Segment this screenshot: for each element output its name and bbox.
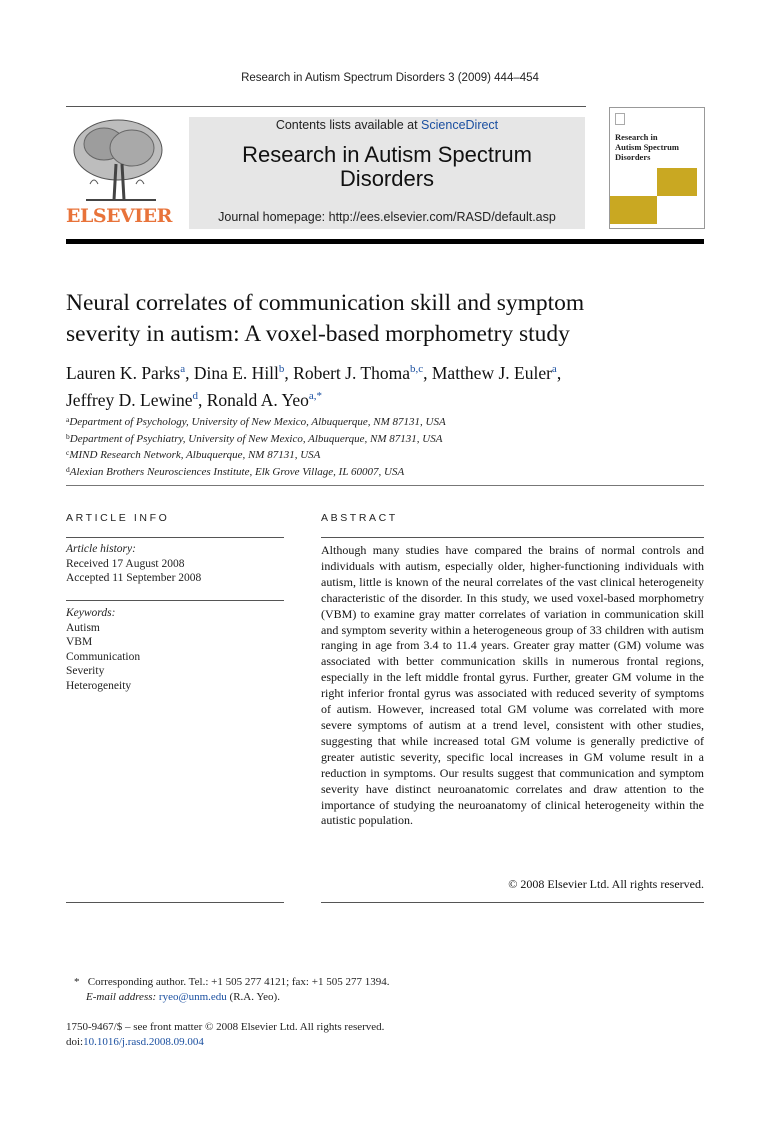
journal-homepage[interactable]: Journal homepage: http://ees.elsevier.com/RASD/default.asp: [218, 210, 556, 224]
author-separator: ,: [556, 363, 562, 383]
doi-link[interactable]: 10.1016/j.rasd.2008.09.004: [83, 1036, 204, 1048]
affiliation-item: [66, 446, 706, 463]
section-divider: [66, 485, 704, 486]
author-name: Lauren K. Parks: [66, 363, 181, 383]
doi-prefix: doi:: [66, 1036, 84, 1048]
corresponding-footnote: [74, 975, 704, 1005]
footnote-star: *: [74, 976, 80, 988]
author-name: Ronald A. Yeo: [206, 390, 309, 410]
keyword-item: Heterogeneity: [66, 679, 132, 692]
header-thick-rule: [66, 239, 704, 244]
author-separator: ,: [284, 363, 294, 383]
abstract-copyright: © 2008 Elsevier Ltd. All rights reserved.: [508, 877, 704, 891]
email-label: E-mail address:: [86, 991, 157, 1003]
keyword-item: Communication: [66, 650, 141, 663]
author-separator: ,: [423, 363, 432, 383]
journal-cover: [609, 107, 705, 229]
accepted-date: Accepted 11 September 2008: [66, 572, 202, 584]
corresponding-text: Corresponding author. Tel.: +1 505 277 4121; fax: +1 505 277 1394.: [87, 976, 390, 988]
abstract-text: Although many studies have compared the brains of normal controls and individuals with autism, especially older, higher-functioning individuals with autism, little is known of the neural correlates of the vast clinical heterogeneity characteristic of the disorder. In this study, we used voxel-based morphometry (VBM) to examine gray matter correlates of variation in communication skill and symptom severity within a heterogeneous group of 33 children with autism ranging in age from 3.4 to 11.4 years. Greater gray matter (GM) volume was associated with better communication skills in numerous frontal regions, especially in the left middle frontal gyrus. Further, greater GM volume in the right inferior frontal gyrus was associated with reduced severity of symptoms of autism. However, increased total GM volume was correlated with more severe symptoms of autism at a trend level, consistent with other studies, suggesting that while increased total GM volume is generally predictive of greater autistic severity, specific local increases in GM volume result in a reduction in symptoms. Our results suggest that communication and symptom severity have distinct neuroanatomic correlates and draw attention to the importance of studying the neuroanatomy of clinical heterogeneity within the autistic population.: [321, 543, 704, 828]
author-separator: ,: [198, 390, 207, 410]
article-info-rule: [66, 537, 284, 538]
email-line: [74, 990, 704, 1005]
front-matter: [66, 1020, 706, 1050]
email-suffix: (R.A. Yeo).: [229, 991, 280, 1003]
author-name: Matthew J. Euler: [431, 363, 552, 383]
author-name: Robert J. Thoma: [293, 363, 410, 383]
affiliation-text: Department of Psychology, University of New Mexico, Albuquerque, NM 87131, USA: [69, 416, 446, 428]
cover-title-line2: Autism Spectrum: [615, 142, 679, 152]
elsevier-wordmark: ELSEVIER: [66, 205, 172, 227]
issn-line: 1750-9467/$ – see front matter © 2008 Elsevier Ltd. All rights reserved.: [66, 1021, 385, 1033]
journal-title-line1: Research in Autism Spectrum: [242, 142, 532, 167]
author-name: Dina E. Hill: [193, 363, 279, 383]
keywords-label: Keywords:: [66, 607, 116, 619]
affiliation-item: [66, 430, 706, 447]
affiliation-marker: d: [66, 464, 70, 474]
keyword-item: VBM: [66, 636, 93, 648]
keyword-item: Severity: [66, 665, 105, 677]
affiliation-text: Alexian Brothers Neurosciences Institute, Elk Grove Village, IL 60007, USA: [69, 465, 405, 478]
cover-title: [615, 132, 679, 162]
header-rule: [66, 106, 586, 107]
author-line-2: [66, 385, 706, 412]
affiliation-item: [66, 463, 706, 480]
author-affil-link[interactable]: d: [192, 390, 198, 402]
article-info-heading: ARTICLE INFO: [66, 512, 170, 524]
affiliation-item: [66, 413, 706, 430]
cover-block-1: [657, 168, 697, 196]
author-name: Jeffrey D. Lewine: [66, 390, 193, 410]
affiliation-text: MIND Research Network, Albuquerque, NM 87131, USA: [69, 449, 321, 462]
doi-line: [66, 1035, 706, 1050]
cover-title-line1: Research in: [615, 132, 658, 142]
author-affil-link[interactable]: a: [551, 363, 557, 375]
affiliation-marker: c: [66, 448, 70, 458]
keyword-item: Autism: [66, 621, 100, 634]
article-history: [66, 542, 284, 586]
journal-citation: Research in Autism Spectrum Disorders 3 (2009) 444–454: [241, 72, 539, 84]
affiliation-marker: b: [66, 431, 70, 441]
keywords-block: [66, 606, 284, 693]
corresponding-line: [74, 975, 704, 990]
cover-logo-icon: [615, 113, 625, 125]
affiliation-marker: a: [66, 415, 70, 424]
cover-title-line3: Disorders: [615, 152, 651, 162]
contents-prefix: Contents lists available at: [275, 118, 418, 132]
affiliation-list: [66, 413, 706, 479]
article-title-line1: Neural correlates of communication skill and symptom: [66, 290, 585, 316]
journal-title-line2: Disorders: [339, 166, 435, 191]
abstract-heading: ABSTRACT: [321, 512, 398, 524]
abstract-rule: [321, 537, 704, 538]
author-separator: ,: [185, 363, 194, 383]
cover-block-2: [610, 196, 657, 224]
article-info-bottom-rule: [66, 902, 284, 903]
journal-title: [189, 143, 585, 191]
history-label: Article history:: [66, 543, 136, 555]
sciencedirect-link[interactable]: ScienceDirect: [421, 118, 499, 132]
author-affil-link[interactable]: b,c: [409, 363, 424, 375]
author-line-1: [66, 358, 706, 385]
article-title: [66, 288, 706, 350]
author-list: [66, 358, 706, 412]
contents-line: [189, 118, 585, 132]
received-date: Received 17 August 2008: [66, 557, 185, 570]
author-affil-link[interactable]: b: [278, 363, 285, 375]
author-affil-link[interactable]: a,*: [308, 390, 322, 402]
author-affil-link[interactable]: a: [180, 363, 186, 375]
abstract-bottom-rule: [321, 902, 704, 903]
affiliation-text: Department of Psychiatry, University of New Mexico, Albuquerque, NM 87131, USA: [69, 432, 443, 445]
article-title-line2: severity in autism: A voxel-based morphometry study: [66, 321, 570, 347]
keywords-rule: [66, 600, 284, 601]
email-link[interactable]: ryeo@unm.edu: [158, 991, 227, 1003]
